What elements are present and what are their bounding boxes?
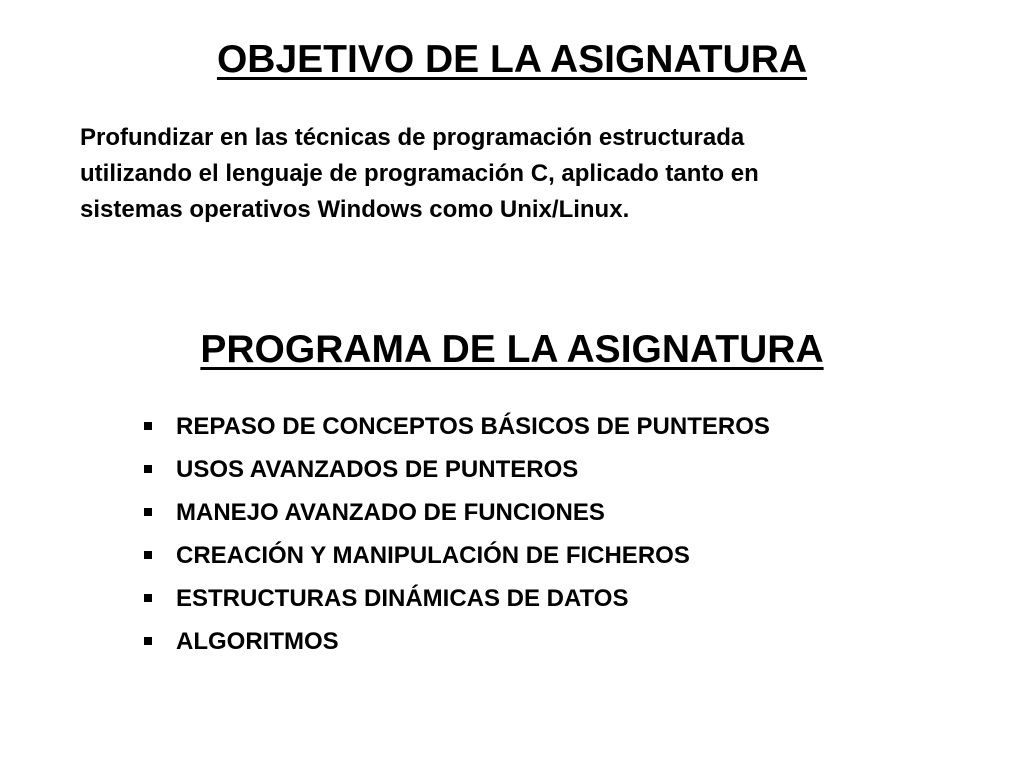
list-item xyxy=(140,491,980,534)
list-item xyxy=(140,620,980,663)
square-bullet-icon xyxy=(144,508,152,516)
list-item xyxy=(140,577,980,620)
objetivo-title-text: OBJETIVO DE LA ASIGNATURA xyxy=(216,38,808,81)
list-item-label: ESTRUCTURAS DINÁMICAS DE DATOS xyxy=(176,585,629,612)
objetivo-line: Profundizar en las técnicas de programación estructurada xyxy=(80,124,745,151)
list-item-label: CREACIÓN Y MANIPULACIÓN DE FICHEROS xyxy=(176,542,690,569)
programa-title-text: PROGRAMA DE LA ASIGNATURA xyxy=(200,328,824,371)
square-bullet-icon xyxy=(144,551,152,559)
programa-title xyxy=(0,328,1024,372)
list-item-label: REPASO DE CONCEPTOS BÁSICOS DE PUNTEROS xyxy=(176,413,770,440)
programa-topic-list xyxy=(140,405,980,663)
objetivo-line: utilizando el lenguaje de programación C, aplicado tanto en xyxy=(80,160,759,187)
list-item-label: MANEJO AVANZADO DE FUNCIONES xyxy=(176,499,605,526)
list-item-label: ALGORITMOS xyxy=(176,628,339,655)
square-bullet-icon xyxy=(144,465,152,473)
objetivo-title xyxy=(0,38,1024,82)
objetivo-line: sistemas operativos Windows como Unix/Linux. xyxy=(80,196,630,223)
list-item xyxy=(140,405,980,448)
square-bullet-icon xyxy=(144,594,152,602)
square-bullet-icon xyxy=(144,422,152,430)
list-item xyxy=(140,534,980,577)
square-bullet-icon xyxy=(144,637,152,645)
list-item-label: USOS AVANZADOS DE PUNTEROS xyxy=(176,456,579,483)
list-item xyxy=(140,448,980,491)
objetivo-paragraph xyxy=(80,120,960,228)
